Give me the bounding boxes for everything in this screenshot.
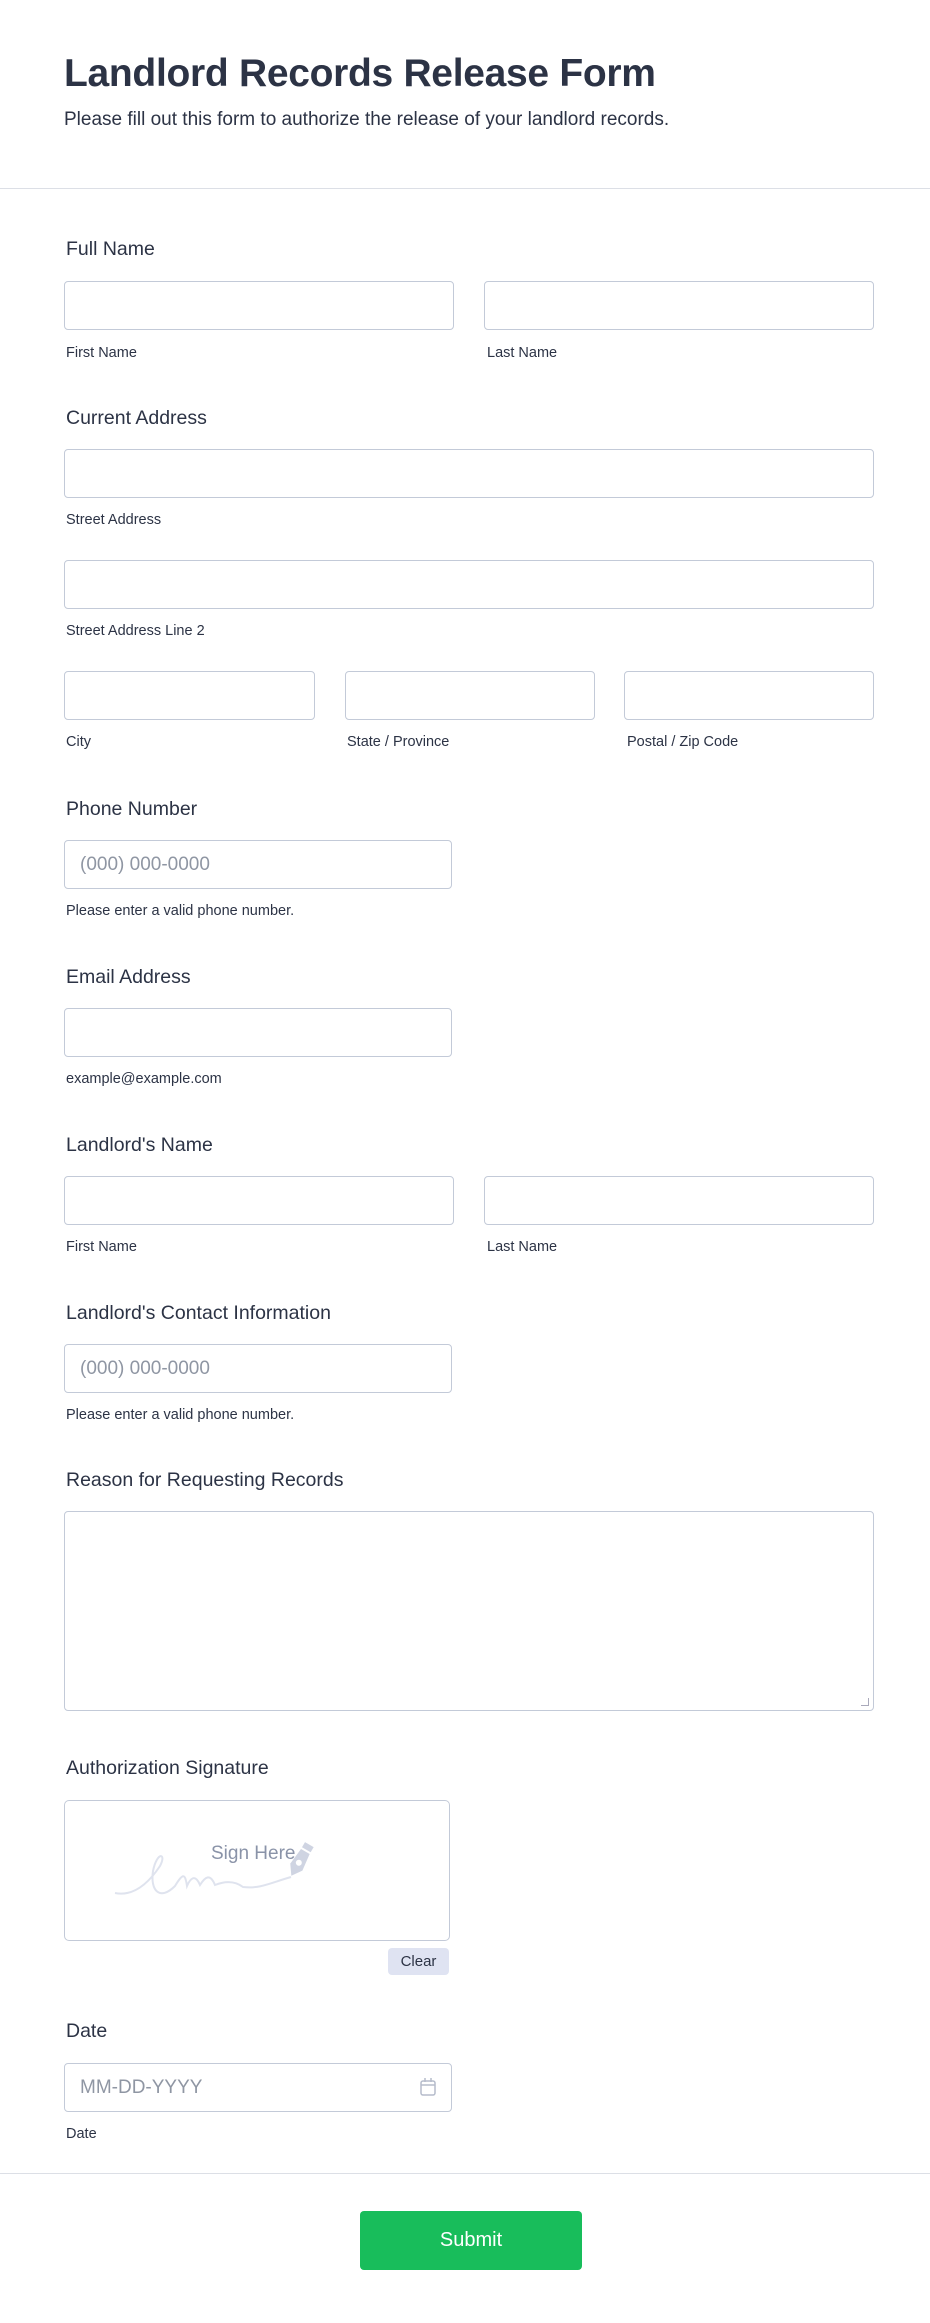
footer-divider — [0, 2173, 930, 2174]
header-divider — [0, 188, 930, 189]
signature-label: Authorization Signature — [66, 1757, 269, 1779]
phone-input[interactable]: (000) 000-0000 — [64, 840, 452, 889]
date-input[interactable] — [64, 2063, 452, 2112]
phone-label: Phone Number — [66, 798, 198, 820]
reason-label: Reason for Requesting Records — [66, 1469, 344, 1491]
date-label: Date — [66, 2020, 108, 2042]
landlord-contact-label: Landlord's Contact Information — [66, 1302, 331, 1324]
date-placeholder: MM-DD-YYYY — [80, 2076, 203, 2098]
landlord-last-name-input[interactable] — [484, 1176, 874, 1225]
landlord-contact-input[interactable]: (000) 000-0000 — [64, 1344, 452, 1393]
landlord-first-name-input[interactable] — [64, 1176, 454, 1225]
signature-pad[interactable] — [64, 1800, 450, 1941]
landlord-name-label: Landlord's Name — [66, 1134, 213, 1156]
first-name-input[interactable] — [64, 281, 454, 330]
full-name-label: Full Name — [66, 238, 155, 260]
calendar-icon[interactable] — [419, 2077, 437, 2097]
sign-here-prompt: Sign Here — [211, 1843, 296, 1864]
state-input[interactable] — [345, 671, 595, 720]
zip-input[interactable] — [624, 671, 874, 720]
reason-textarea[interactable] — [64, 1511, 874, 1711]
email-input[interactable] — [64, 1008, 452, 1057]
landlord-first-name-sublabel: First Name — [66, 1239, 137, 1255]
resize-handle-icon[interactable] — [861, 1698, 869, 1706]
street-address-line2-sublabel: Street Address Line 2 — [66, 623, 205, 639]
first-name-sublabel: First Name — [66, 345, 137, 361]
last-name-sublabel: Last Name — [487, 345, 558, 361]
page-title: Landlord Records Release Form — [64, 52, 656, 95]
city-sublabel: City — [66, 734, 91, 750]
city-input[interactable] — [64, 671, 315, 720]
street-address-input[interactable] — [64, 449, 874, 498]
street-address-line2-input[interactable] — [64, 560, 874, 609]
street-address-sublabel: Street Address — [66, 512, 162, 528]
zip-sublabel: Postal / Zip Code — [627, 734, 739, 750]
last-name-input[interactable] — [484, 281, 874, 330]
email-label: Email Address — [66, 966, 191, 988]
date-sublabel: Date — [66, 2126, 97, 2142]
clear-signature-button[interactable]: Clear — [388, 1948, 449, 1975]
signature-scribble-icon — [65, 1801, 451, 1942]
page-subtitle: Please fill out this form to authorize the release of your landlord records. — [64, 109, 670, 130]
landlord-last-name-sublabel: Last Name — [487, 1239, 558, 1255]
state-sublabel: State / Province — [347, 734, 450, 750]
email-hint: example@example.com — [66, 1071, 222, 1087]
address-label: Current Address — [66, 407, 207, 429]
phone-hint: Please enter a valid phone number. — [66, 903, 295, 919]
submit-button[interactable]: Submit — [360, 2211, 582, 2270]
landlord-contact-hint: Please enter a valid phone number. — [66, 1407, 295, 1423]
